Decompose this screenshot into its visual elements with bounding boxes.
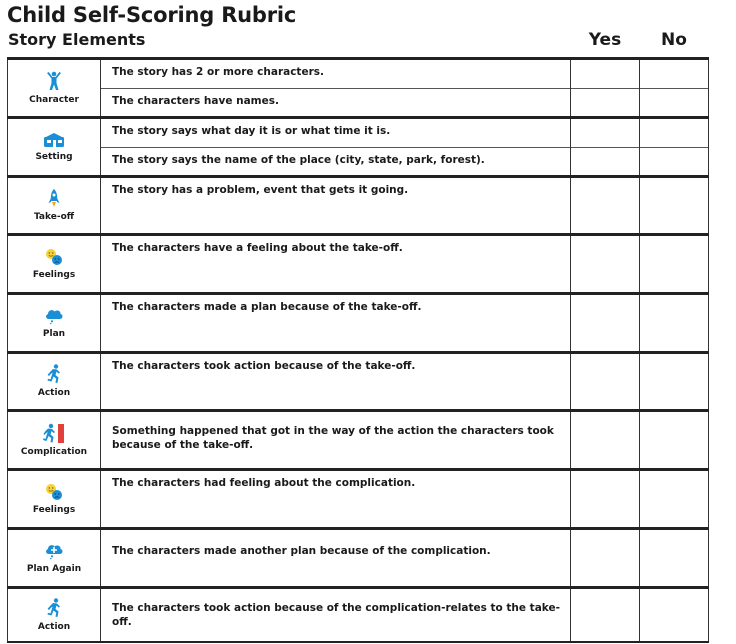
no-checkbox[interactable] <box>640 589 708 641</box>
yes-checkbox[interactable] <box>571 354 639 409</box>
no-column <box>640 589 709 641</box>
statement-cell <box>101 530 571 586</box>
statement: The characters made a plan because of the take-off. <box>112 301 422 313</box>
statement-cell <box>101 236 571 292</box>
yes-column <box>571 354 640 409</box>
element-cell <box>7 589 101 641</box>
rubric-row-action-2 <box>7 586 709 643</box>
element-label: Character <box>29 94 79 105</box>
column-header-yes: Yes <box>588 30 622 50</box>
element-cell <box>7 471 101 527</box>
rubric-row-complication <box>7 409 709 468</box>
rubric-row-take-off <box>7 175 709 233</box>
no-checkbox[interactable] <box>640 354 708 409</box>
rubric-row-feelings <box>7 233 709 292</box>
rubric-row-action <box>7 351 709 409</box>
element-label: Action <box>37 621 71 632</box>
thought-cloud-icon <box>44 307 64 325</box>
no-column <box>640 178 709 233</box>
statement-cell <box>101 295 571 351</box>
section-title: Story Elements <box>8 30 146 49</box>
statement: The characters took action because of the complication-relates to the take-off. <box>112 602 560 628</box>
feelings-faces-icon <box>45 248 63 266</box>
yes-column <box>571 295 640 351</box>
yes-checkbox[interactable] <box>571 147 639 176</box>
element-cell <box>7 354 101 409</box>
running-person-icon <box>46 364 62 384</box>
statement-cell <box>101 589 571 641</box>
no-column <box>640 295 709 351</box>
element-label: Complication <box>20 446 88 457</box>
setting-icon <box>43 132 65 148</box>
statement-cell <box>101 60 571 116</box>
runner-blocked-icon <box>43 423 65 443</box>
yes-column <box>571 471 640 527</box>
element-label: Plan Again <box>26 563 82 574</box>
thought-cloud-plus-icon <box>44 542 64 560</box>
statement-cell <box>101 412 571 468</box>
statement-cell <box>101 471 571 527</box>
feelings-faces-icon <box>45 483 63 501</box>
yes-checkbox[interactable] <box>571 471 639 527</box>
statement: The story has a problem, event that gets it going. <box>112 184 409 196</box>
no-checkbox[interactable] <box>640 60 708 88</box>
statement: The story says what day it is or what time it is. <box>112 125 391 137</box>
no-checkbox[interactable] <box>640 147 708 176</box>
rubric-row-plan <box>7 292 709 351</box>
yes-column <box>571 178 640 233</box>
no-checkbox[interactable] <box>640 178 708 233</box>
no-checkbox[interactable] <box>640 530 708 586</box>
no-checkbox[interactable] <box>640 119 708 147</box>
yes-checkbox[interactable] <box>571 295 639 351</box>
column-header-no: No <box>661 30 687 50</box>
element-cell <box>7 119 101 175</box>
element-cell <box>7 295 101 351</box>
yes-column <box>571 119 640 175</box>
rubric-row-setting <box>7 116 709 175</box>
statement: The characters had feeling about the complication. <box>112 477 416 489</box>
no-checkbox[interactable] <box>640 412 708 468</box>
running-person-icon <box>46 598 62 618</box>
rubric-table <box>7 57 709 643</box>
yes-column <box>571 530 640 586</box>
yes-column <box>571 236 640 292</box>
rocket-icon <box>47 188 61 208</box>
element-label: Feelings <box>32 504 76 515</box>
no-column <box>640 471 709 527</box>
no-checkbox[interactable] <box>640 295 708 351</box>
statement: The characters took action because of the take-off. <box>112 360 416 372</box>
no-checkbox[interactable] <box>640 88 708 117</box>
no-column <box>640 354 709 409</box>
no-column <box>640 119 709 175</box>
statement-cell <box>101 119 571 175</box>
page-title: Child Self-Scoring Rubric <box>7 3 297 27</box>
no-column <box>640 236 709 292</box>
element-label: Action <box>37 388 71 398</box>
yes-checkbox[interactable] <box>571 589 639 641</box>
rubric-row-plan-again <box>7 527 709 586</box>
statement: The story says the name of the place (city, state, park, forest). <box>101 147 570 176</box>
yes-checkbox[interactable] <box>571 88 639 117</box>
element-cell <box>7 530 101 586</box>
rubric-row-feelings-2 <box>7 468 709 527</box>
statement: Something happened that got in the way of the action the characters took because of the take-off. <box>112 425 554 451</box>
yes-checkbox[interactable] <box>571 236 639 292</box>
element-cell <box>7 236 101 292</box>
statement-cell <box>101 178 571 233</box>
statement: The characters have names. <box>101 88 570 117</box>
element-cell <box>7 412 101 468</box>
yes-checkbox[interactable] <box>571 178 639 233</box>
element-label: Setting <box>35 151 73 162</box>
element-label: Take-off <box>33 212 75 222</box>
yes-column <box>571 60 640 116</box>
no-column <box>640 530 709 586</box>
element-cell <box>7 60 101 116</box>
yes-column <box>571 589 640 641</box>
yes-column <box>571 412 640 468</box>
element-cell <box>7 178 101 233</box>
yes-checkbox[interactable] <box>571 60 639 88</box>
yes-checkbox[interactable] <box>571 530 639 586</box>
statement: The story has 2 or more characters. <box>112 66 324 78</box>
statement-cell <box>101 354 571 409</box>
no-column <box>640 412 709 468</box>
rubric-row-character <box>7 57 709 116</box>
statement: The characters have a feeling about the take-off. <box>112 242 403 254</box>
yes-checkbox[interactable] <box>571 119 639 147</box>
no-column <box>640 60 709 116</box>
character-icon <box>46 71 62 91</box>
no-checkbox[interactable] <box>640 236 708 292</box>
no-checkbox[interactable] <box>640 471 708 527</box>
statement: The characters made another plan because of the complication. <box>112 545 491 557</box>
element-label: Feelings <box>32 269 76 280</box>
element-label: Plan <box>42 328 66 339</box>
yes-checkbox[interactable] <box>571 412 639 468</box>
